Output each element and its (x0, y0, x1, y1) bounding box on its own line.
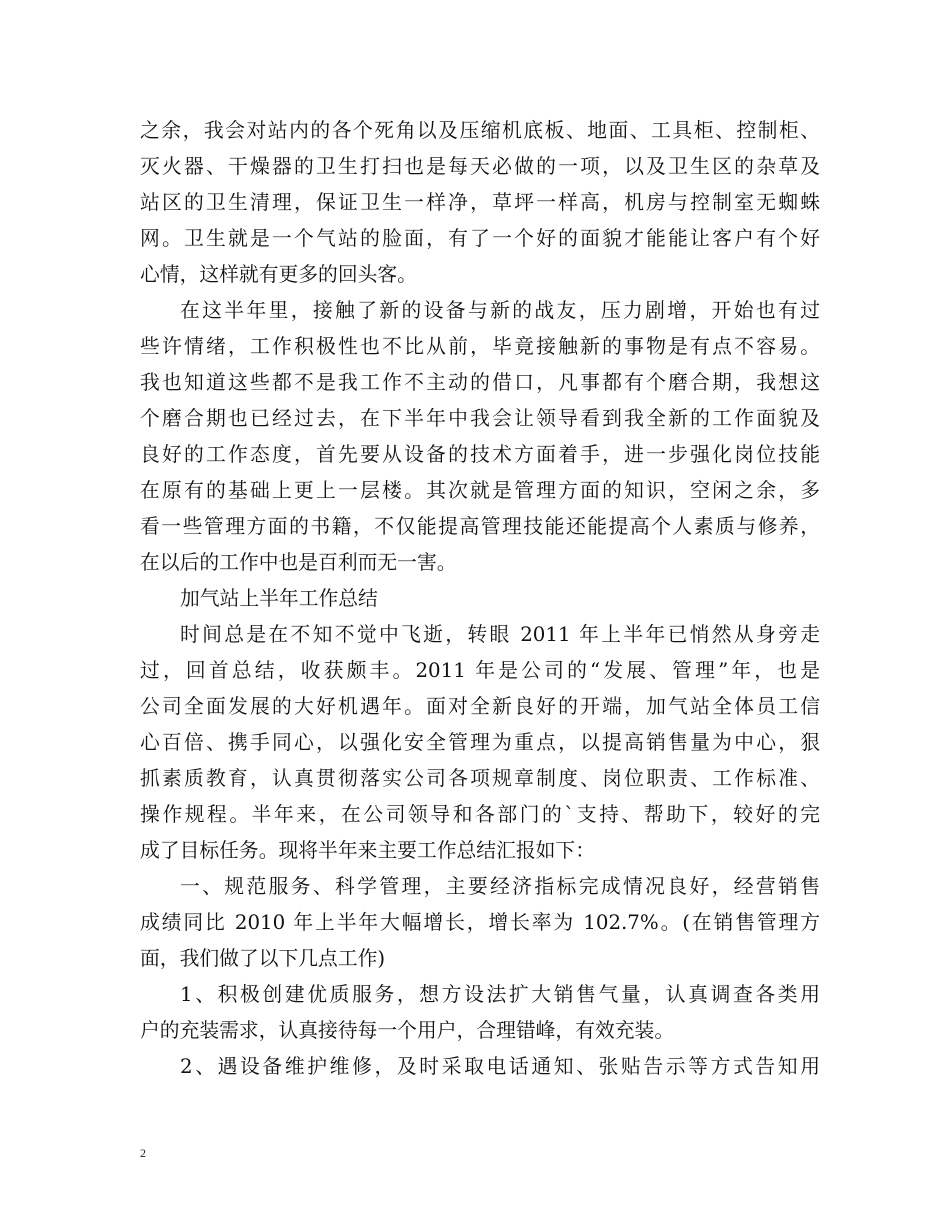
paragraph-item-2 (140, 1049, 820, 1085)
text-line: 时间总是在不知不觉中飞逝，转眼 2011 年上半年已悄然从身旁走 (180, 623, 820, 646)
text-line: 面，我们做了以下几点工作) (140, 947, 386, 970)
text-line: 站区的卫生清理，保证卫生一样净，草坪一样高，机房与控制室无蜘蛛 (140, 191, 820, 214)
text-line: 户的充装需求，认真接待每一个用户，合理错峰，有效充装。 (140, 1019, 675, 1042)
text-line: 看一些管理方面的书籍，不仅能提高管理技能还能提高个人素质与修养， (140, 515, 820, 538)
paragraph-half-year-reflection (140, 293, 820, 581)
text-line: 良好的工作态度，首先要从设备的技术方面着手，进一步强化岗位技能 (140, 443, 820, 466)
text-line: 我也知道这些都不是我工作不主动的借口，凡事都有个磨合期，我想这 (140, 371, 820, 394)
text-line: 2、遇设备维护维修，及时采取电话通知、张贴告示等方式告知用 (180, 1055, 820, 1078)
text-line: 之余，我会对站内的各个死角以及压缩机底板、地面、工具柜、控制柜、 (140, 119, 820, 142)
text-line: 心情，这样就有更多的回头客。 (140, 263, 417, 286)
text-line: 网。卫生就是一个气站的脸面，有了一个好的面貌才能能让客户有个好 (140, 227, 820, 250)
text-line: 在原有的基础上更上一层楼。其次就是管理方面的知识，空闲之余，多 (140, 479, 820, 502)
paragraph-item-1 (140, 977, 820, 1049)
text-line: 些许情绪，工作积极性也不比从前，毕竟接触新的事物是有点不容易。 (140, 335, 820, 358)
text-line: 在以后的工作中也是百利而无一害。 (140, 551, 457, 574)
text-line: 个磨合期也已经过去，在下半年中我会让领导看到我全新的工作面貌及 (140, 407, 820, 430)
text-line: 一、规范服务、科学管理，主要经济指标完成情况良好，经营销售 (180, 875, 820, 898)
text-line: 成了目标任务。现将半年来主要工作总结汇报如下： (140, 839, 595, 862)
heading-text: 加气站上半年工作总结 (180, 587, 378, 610)
text-line: 操作规程。半年来，在公司领导和各部门的`支持、帮助下，较好的完 (140, 803, 820, 826)
paragraph-cleaning (140, 113, 820, 293)
text-line: 在这半年里，接触了新的设备与新的战友，压力剧增，开始也有过 (180, 299, 820, 322)
text-line: 灭火器、干燥器的卫生打扫也是每天必做的一项，以及卫生区的杂草及 (140, 155, 820, 178)
page-number: 2 (140, 1146, 146, 1160)
text-line: 过，回首总结，收获颇丰。2011 年是公司的“发展、管理”年，也是 (140, 659, 820, 682)
document-body (140, 113, 820, 1085)
text-line: 成绩同比 2010 年上半年大幅增长，增长率为 102.7%。(在销售管理方 (140, 911, 820, 934)
text-line: 心百倍、携手同心，以强化安全管理为重点，以提高销售量为中心，狠 (140, 731, 820, 754)
text-line: 1、积极创建优质服务，想方设法扩大销售气量，认真调查各类用 (180, 983, 820, 1006)
section-heading (140, 581, 820, 617)
paragraph-point-one (140, 869, 820, 977)
paragraph-intro-summary (140, 617, 820, 869)
text-line: 公司全面发展的大好机遇年。面对全新良好的开端，加气站全体员工信 (140, 695, 820, 718)
text-line: 抓素质教育，认真贯彻落实公司各项规章制度、岗位职责、工作标准、 (140, 767, 820, 790)
